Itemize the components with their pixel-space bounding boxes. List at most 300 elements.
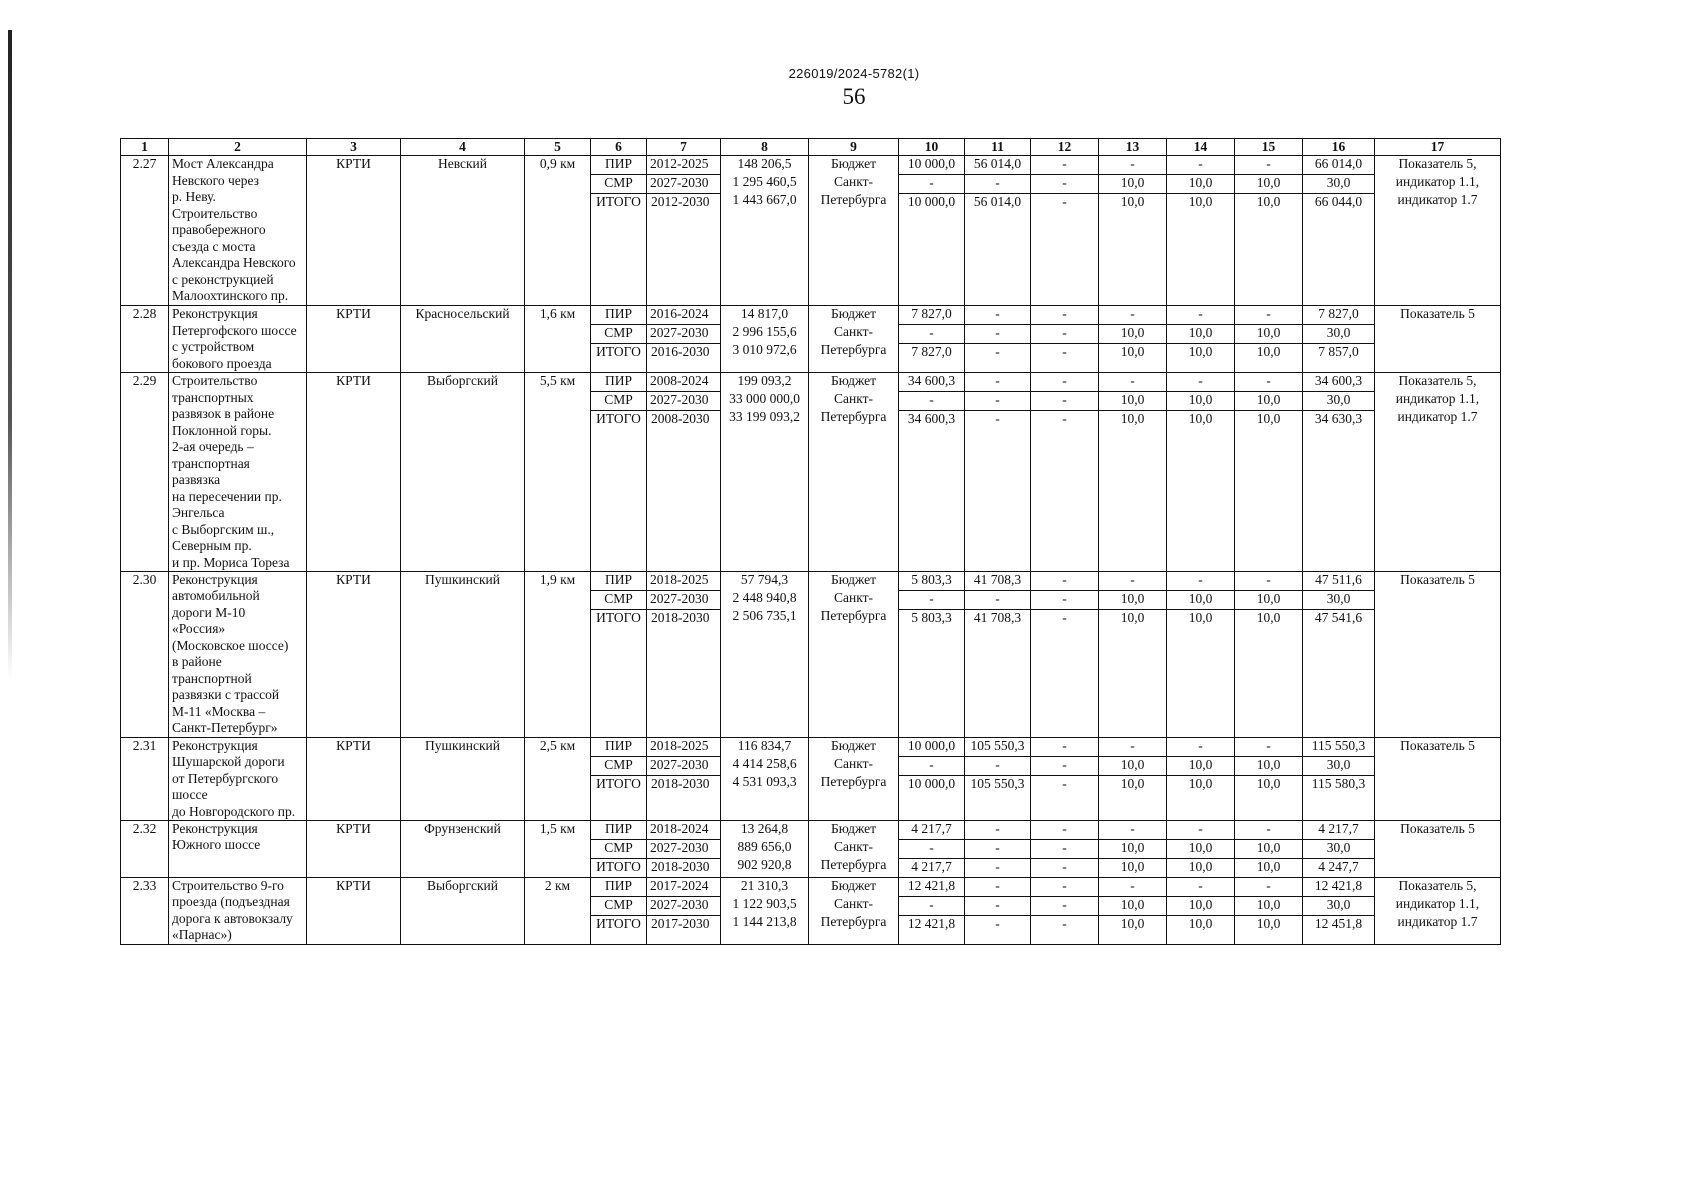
amount-col-13-value: 10,0 — [1099, 897, 1166, 916]
column-header-8: 8 — [721, 139, 809, 156]
length: 2 км — [525, 878, 591, 945]
amount-col-15-value: 10,0 — [1256, 194, 1281, 210]
amount-col-15 — [1235, 821, 1303, 878]
amount-col-15-value: 10,0 — [1256, 344, 1281, 360]
period-value: 2018-2025 — [647, 738, 720, 757]
amount-col-15 — [1235, 571, 1303, 737]
item-number: 2.33 — [121, 878, 169, 945]
total-cost-value: 148 206,5 — [737, 156, 792, 172]
financing-source — [809, 571, 899, 737]
total-cost-value: 3 010 972,6 — [732, 342, 797, 358]
amount-col-12-value: - — [1062, 916, 1067, 931]
financing-source-value: Петербурга — [820, 342, 887, 358]
financing-source-value: Бюджет — [830, 306, 877, 322]
amount-col-15-value: 10,0 — [1235, 897, 1302, 916]
amount-col-16 — [1303, 737, 1375, 820]
stage — [591, 737, 647, 820]
column-header-3: 3 — [307, 139, 401, 156]
amount-col-12-value: - — [1031, 591, 1098, 610]
indicator-value: Показатель 5 — [1400, 306, 1475, 322]
indicator — [1375, 821, 1501, 878]
customer: КРТИ — [307, 306, 401, 373]
amount-col-10-value: - — [899, 840, 964, 859]
financing-source-value: Санкт- — [834, 755, 873, 771]
amount-col-13 — [1099, 737, 1167, 820]
amount-col-16-value: 115 550,3 — [1303, 738, 1374, 757]
amount-col-15-value: 10,0 — [1235, 175, 1302, 194]
total-cost-value: 2 448 940,8 — [732, 589, 797, 605]
total-cost-value: 1 295 460,5 — [732, 174, 797, 190]
period-value: 2018-2030 — [651, 859, 710, 874]
amount-col-15-value: - — [1235, 156, 1302, 175]
amount-col-11-value: 56 014,0 — [965, 156, 1030, 175]
stage-value: ПИР — [591, 738, 646, 757]
amount-col-16-value: 30,0 — [1303, 757, 1374, 776]
indicator — [1375, 571, 1501, 737]
amount-col-10 — [899, 156, 965, 306]
amount-col-12-value: - — [1031, 738, 1098, 757]
amount-col-15-value: - — [1235, 821, 1302, 840]
length: 1,6 км — [525, 306, 591, 373]
financing-source — [809, 737, 899, 820]
period — [647, 571, 721, 737]
amount-col-16-value: 30,0 — [1303, 175, 1374, 194]
period — [647, 737, 721, 820]
column-header-15: 15 — [1235, 139, 1303, 156]
amount-col-10 — [899, 737, 965, 820]
column-header-5: 5 — [525, 139, 591, 156]
amount-col-12 — [1031, 821, 1099, 878]
amount-col-11-value: - — [995, 916, 1000, 931]
customer: КРТИ — [307, 571, 401, 737]
amount-col-13-value: - — [1099, 878, 1166, 897]
page-edge-shadow — [8, 30, 12, 680]
amount-col-14-value: 10,0 — [1167, 757, 1234, 776]
amount-col-15-value: - — [1235, 373, 1302, 392]
amount-col-12-value: - — [1031, 325, 1098, 344]
object-name: Реконструкция Южного шоссе — [169, 821, 307, 878]
amount-col-13-value: - — [1099, 373, 1166, 392]
amount-col-14-value: - — [1167, 738, 1234, 757]
object-name: Строительство транспортных развязок в районе Поклонной горы. 2-ая очередь – транспортная развязка на пересечении пр. Энгельса с Выборгским ш., Северным пр. и пр. Мориса Тореза — [169, 373, 307, 572]
item-number: 2.28 — [121, 306, 169, 373]
amount-col-15-value: 10,0 — [1256, 609, 1281, 625]
column-header-6: 6 — [591, 139, 647, 156]
amount-col-10-value: 12 421,8 — [899, 878, 964, 897]
amount-col-11-value: - — [965, 591, 1030, 610]
amount-col-14-value: - — [1167, 821, 1234, 840]
amount-col-10-value: - — [899, 757, 964, 776]
amount-col-13-value: 10,0 — [1120, 775, 1145, 791]
amount-col-15-value: 10,0 — [1235, 392, 1302, 411]
amount-col-13 — [1099, 156, 1167, 306]
amount-col-16 — [1303, 373, 1375, 572]
amount-col-12 — [1031, 373, 1099, 572]
item-number: 2.27 — [121, 156, 169, 306]
amount-col-16-value: 30,0 — [1303, 897, 1374, 916]
stage-value: ИТОГО — [596, 194, 641, 210]
stage — [591, 571, 647, 737]
financing-source — [809, 156, 899, 306]
amount-col-16-value: 4 247,7 — [1318, 859, 1359, 874]
amount-col-16-value: 115 580,3 — [1311, 775, 1366, 791]
stage-value: ИТОГО — [596, 775, 641, 791]
period-value: 2017-2030 — [651, 916, 710, 931]
amount-col-11 — [965, 156, 1031, 306]
district: Пушкинский — [401, 737, 525, 820]
amount-col-10-value: 34 600,3 — [907, 411, 956, 427]
amount-col-14-value: 10,0 — [1167, 392, 1234, 411]
column-header-1: 1 — [121, 139, 169, 156]
period-value: 2027-2030 — [647, 392, 720, 411]
amount-col-15 — [1235, 737, 1303, 820]
financing-source — [809, 821, 899, 878]
amount-col-10 — [899, 878, 965, 945]
amount-col-10-value: 12 421,8 — [907, 916, 956, 931]
stage-value: ПИР — [591, 878, 646, 897]
financing-source-value: Петербурга — [820, 857, 887, 872]
amount-col-16-value: 47 511,6 — [1303, 572, 1374, 591]
amount-col-16-value: 4 217,7 — [1303, 821, 1374, 840]
financing-source-value: Санкт- — [834, 174, 873, 190]
table-row — [121, 373, 1501, 572]
registration-number: 226019/2024-5782(1) — [788, 66, 920, 81]
period-value: 2018-2024 — [647, 821, 720, 840]
indicator-value: индикатор 1.1, — [1395, 174, 1480, 190]
total-cost-value: 4 414 258,6 — [732, 755, 797, 771]
amount-col-14-value: 10,0 — [1188, 775, 1213, 791]
stage — [591, 878, 647, 945]
amount-col-13-value: - — [1099, 821, 1166, 840]
total-cost-value: 889 656,0 — [737, 839, 792, 854]
amount-col-14 — [1167, 156, 1235, 306]
amount-col-15-value: - — [1235, 306, 1302, 325]
item-number: 2.29 — [121, 373, 169, 572]
column-header-10: 10 — [899, 139, 965, 156]
period-value: 2008-2030 — [651, 411, 710, 427]
financing-source-value: Бюджет — [830, 878, 877, 893]
indicator-value: индикатор 1.7 — [1397, 409, 1478, 425]
length: 0,9 км — [525, 156, 591, 306]
amount-col-15-value: - — [1235, 572, 1302, 591]
period-value: 2027-2030 — [647, 897, 720, 916]
amount-col-12-value: - — [1062, 194, 1067, 210]
item-number: 2.32 — [121, 821, 169, 878]
financing-source — [809, 878, 899, 945]
period — [647, 156, 721, 306]
financing-source-value: Петербурга — [820, 409, 887, 425]
amount-col-15 — [1235, 878, 1303, 945]
amount-col-14-value: - — [1167, 373, 1234, 392]
customer: КРТИ — [307, 821, 401, 878]
stage-value: ИТОГО — [596, 859, 641, 874]
amount-col-14 — [1167, 571, 1235, 737]
amount-col-15-value: 10,0 — [1235, 757, 1302, 776]
amount-col-10-value: 4 217,7 — [899, 821, 964, 840]
financing-source-value: Санкт- — [834, 896, 873, 911]
amount-col-12-value: - — [1062, 859, 1067, 874]
indicator-value: Показатель 5, — [1398, 156, 1477, 172]
period-value: 2027-2030 — [647, 325, 720, 344]
amount-col-11-value: - — [965, 840, 1030, 859]
indicator-value: Показатель 5 — [1400, 571, 1475, 587]
indicator — [1375, 737, 1501, 820]
total-cost-value: 1 144 213,8 — [732, 914, 797, 929]
item-number: 2.31 — [121, 737, 169, 820]
period — [647, 878, 721, 945]
district: Пушкинский — [401, 571, 525, 737]
amount-col-14-value: - — [1167, 878, 1234, 897]
amount-col-10-value: 5 803,3 — [899, 572, 964, 591]
amount-col-10-value: - — [899, 325, 964, 344]
indicator-value: Показатель 5, — [1398, 373, 1477, 389]
total-cost — [721, 306, 809, 373]
period-value: 2027-2030 — [647, 591, 720, 610]
amount-col-11-value: 105 550,3 — [965, 738, 1030, 757]
amount-col-10-value: 10 000,0 — [907, 775, 956, 791]
column-header-4: 4 — [401, 139, 525, 156]
amount-col-12-value: - — [1031, 306, 1098, 325]
item-number: 2.30 — [121, 571, 169, 737]
total-cost-value: 1 443 667,0 — [732, 192, 797, 208]
amount-col-10-value: 10 000,0 — [899, 156, 964, 175]
amount-col-13-value: 10,0 — [1120, 859, 1145, 874]
amount-col-16-value: 7 857,0 — [1318, 344, 1359, 360]
amount-col-14-value: - — [1167, 156, 1234, 175]
amount-col-10-value: - — [899, 591, 964, 610]
period-value: 2016-2024 — [647, 306, 720, 325]
column-header-13: 13 — [1099, 139, 1167, 156]
length: 1,9 км — [525, 571, 591, 737]
indicator-value: Показатель 5, — [1398, 878, 1477, 893]
period-value: 2018-2025 — [647, 572, 720, 591]
stage-value: СМР — [591, 757, 646, 776]
total-cost — [721, 821, 809, 878]
stage — [591, 821, 647, 878]
amount-col-15-value: - — [1235, 878, 1302, 897]
amount-col-10-value: - — [899, 175, 964, 194]
amount-col-11-value: - — [965, 325, 1030, 344]
indicator-value: индикатор 1.1, — [1395, 391, 1480, 407]
financing-source — [809, 306, 899, 373]
total-cost-value: 2 506 735,1 — [732, 607, 797, 623]
amount-col-13-value: 10,0 — [1120, 344, 1145, 360]
stage-value: СМР — [591, 175, 646, 194]
column-header-11: 11 — [965, 139, 1031, 156]
length: 1,5 км — [525, 821, 591, 878]
amount-col-14-value: 10,0 — [1188, 344, 1213, 360]
amount-col-11-value: - — [965, 821, 1030, 840]
amount-col-11 — [965, 878, 1031, 945]
period — [647, 306, 721, 373]
amount-col-15-value: - — [1235, 738, 1302, 757]
total-cost-value: 13 264,8 — [740, 821, 789, 836]
amount-col-12-value: - — [1062, 609, 1067, 625]
period-value: 2012-2025 — [647, 156, 720, 175]
period-value: 2018-2030 — [651, 609, 710, 625]
stage-value: СМР — [591, 325, 646, 344]
stage-value: ИТОГО — [596, 411, 641, 427]
amount-col-15-value: 10,0 — [1235, 840, 1302, 859]
amount-col-13-value: - — [1099, 572, 1166, 591]
district: Красносельский — [401, 306, 525, 373]
period — [647, 821, 721, 878]
amount-col-15 — [1235, 156, 1303, 306]
amount-col-10-value: 5 803,3 — [911, 609, 952, 625]
amount-col-16-value: 30,0 — [1303, 591, 1374, 610]
amount-col-16-value: 30,0 — [1303, 840, 1374, 859]
financing-source-value: Петербурга — [820, 607, 887, 623]
amount-col-16-value: 47 541,6 — [1314, 609, 1363, 625]
financing-source-value: Петербурга — [820, 192, 887, 208]
stage-value: ПИР — [591, 572, 646, 591]
stage-value: ПИР — [591, 821, 646, 840]
amount-col-16-value: 34 630,3 — [1314, 411, 1363, 427]
amount-col-16-value: 66 044,0 — [1314, 194, 1363, 210]
amount-col-16-value: 7 827,0 — [1303, 306, 1374, 325]
stage-value: СМР — [591, 897, 646, 916]
period-value: 2018-2030 — [651, 775, 710, 791]
amount-col-12 — [1031, 156, 1099, 306]
total-cost-value: 1 122 903,5 — [732, 896, 797, 911]
district: Невский — [401, 156, 525, 306]
amount-col-10-value: 10 000,0 — [907, 194, 956, 210]
stage-value: ИТОГО — [596, 916, 641, 931]
financing-source-value: Бюджет — [830, 821, 877, 836]
amount-col-13 — [1099, 821, 1167, 878]
amount-col-10-value: 7 827,0 — [911, 344, 952, 360]
period-value: 2008-2024 — [647, 373, 720, 392]
amount-col-16-value: 12 421,8 — [1303, 878, 1374, 897]
amount-col-13-value: 10,0 — [1120, 411, 1145, 427]
amount-col-12-value: - — [1031, 757, 1098, 776]
amount-col-16-value: 66 014,0 — [1303, 156, 1374, 175]
customer: КРТИ — [307, 737, 401, 820]
total-cost-value: 21 310,3 — [740, 878, 789, 893]
object-name: Мост Александра Невского через р. Неву. Строительство правобережного съезда с моста Александра Невского с реконструкцией Малоохтинского пр. — [169, 156, 307, 306]
table-body — [121, 156, 1501, 944]
total-cost-value: 902 920,8 — [737, 857, 792, 872]
amount-col-15 — [1235, 373, 1303, 572]
length: 5,5 км — [525, 373, 591, 572]
table-row — [121, 571, 1501, 737]
amount-col-11 — [965, 821, 1031, 878]
table-row — [121, 306, 1501, 373]
financing-source-value: Санкт- — [834, 391, 873, 407]
total-cost-value: 57 794,3 — [740, 571, 789, 587]
indicator-value: индикатор 1.7 — [1397, 914, 1478, 929]
amount-col-12-value: - — [1031, 878, 1098, 897]
amount-col-11-value: 105 550,3 — [970, 775, 1025, 791]
object-name: Реконструкция автомобильной дороги М-10 «Россия» (Московское шоссе) в районе транспортной развязки с трассой М-11 «Москва – Санкт-Петербург» — [169, 571, 307, 737]
amount-col-16 — [1303, 821, 1375, 878]
amount-col-12 — [1031, 571, 1099, 737]
financing-source-value: Петербурга — [820, 914, 887, 929]
amount-col-14-value: 10,0 — [1188, 411, 1213, 427]
amount-col-11-value: - — [965, 306, 1030, 325]
amount-col-13-value: 10,0 — [1120, 609, 1145, 625]
amount-col-12-value: - — [1062, 411, 1067, 427]
amount-col-16 — [1303, 571, 1375, 737]
page-number: 56 — [842, 84, 866, 109]
amount-col-14-value: 10,0 — [1188, 859, 1213, 874]
amount-col-13 — [1099, 373, 1167, 572]
total-cost-value: 33 199 093,2 — [729, 409, 800, 425]
amount-col-16-value: 30,0 — [1303, 325, 1374, 344]
amount-col-10-value: - — [899, 897, 964, 916]
financing-source-value: Петербурга — [820, 773, 887, 789]
amount-col-15-value: 10,0 — [1256, 859, 1281, 874]
customer: КРТИ — [307, 878, 401, 945]
total-cost — [721, 737, 809, 820]
amount-col-14-value: 10,0 — [1167, 325, 1234, 344]
amount-col-13-value: 10,0 — [1099, 175, 1166, 194]
object-name: Строительство 9-го проезда (подъездная дорога к автовокзалу «Парнас») — [169, 878, 307, 945]
column-number-header-row — [121, 139, 1501, 156]
amount-col-11-value: - — [965, 392, 1030, 411]
column-header-14: 14 — [1167, 139, 1235, 156]
amount-col-14-value: 10,0 — [1167, 897, 1234, 916]
amount-col-13-value: 10,0 — [1099, 840, 1166, 859]
total-cost-value: 199 093,2 — [737, 373, 792, 389]
object-name: Реконструкция Шушарской дороги от Петербургского шоссе до Новгородского пр. — [169, 737, 307, 820]
amount-col-13 — [1099, 306, 1167, 373]
amount-col-11-value: - — [965, 878, 1030, 897]
amount-col-12-value: - — [1031, 156, 1098, 175]
amount-col-12 — [1031, 878, 1099, 945]
period — [647, 373, 721, 572]
amount-col-11-value: - — [965, 757, 1030, 776]
amount-col-11 — [965, 571, 1031, 737]
amount-col-15-value: 10,0 — [1235, 591, 1302, 610]
financing-source-value: Бюджет — [830, 571, 877, 587]
amount-col-13-value: - — [1099, 306, 1166, 325]
amount-col-11 — [965, 306, 1031, 373]
indicator-value: Показатель 5 — [1400, 737, 1475, 753]
total-cost — [721, 878, 809, 945]
financing-source-value: Бюджет — [830, 373, 877, 389]
amount-col-10-value: 10 000,0 — [899, 738, 964, 757]
stage-value: СМР — [591, 392, 646, 411]
amount-col-15-value: 10,0 — [1256, 775, 1281, 791]
amount-col-15-value: 10,0 — [1256, 411, 1281, 427]
stage-value: ПИР — [591, 373, 646, 392]
column-header-16: 16 — [1303, 139, 1375, 156]
amount-col-11-value: 41 708,3 — [965, 572, 1030, 591]
amount-col-13 — [1099, 878, 1167, 945]
column-header-7: 7 — [647, 139, 721, 156]
amount-col-13-value: 10,0 — [1099, 325, 1166, 344]
amount-col-12-value: - — [1031, 821, 1098, 840]
column-header-17: 17 — [1375, 139, 1501, 156]
indicator — [1375, 373, 1501, 572]
amount-col-16 — [1303, 878, 1375, 945]
amount-col-12-value: - — [1031, 175, 1098, 194]
indicator-value: индикатор 1.1, — [1395, 896, 1480, 911]
financing-source-value: Санкт- — [834, 839, 873, 854]
financing-source-value: Санкт- — [834, 324, 873, 340]
stage-value: ПИР — [591, 156, 646, 175]
table-row — [121, 737, 1501, 820]
period-value: 2012-2030 — [651, 194, 710, 210]
amount-col-14-value: - — [1167, 306, 1234, 325]
customer: КРТИ — [307, 156, 401, 306]
program-table — [120, 138, 1501, 945]
amount-col-14 — [1167, 306, 1235, 373]
amount-col-10-value: 4 217,7 — [911, 859, 952, 874]
amount-col-12-value: - — [1031, 392, 1098, 411]
financing-source-value: Санкт- — [834, 589, 873, 605]
